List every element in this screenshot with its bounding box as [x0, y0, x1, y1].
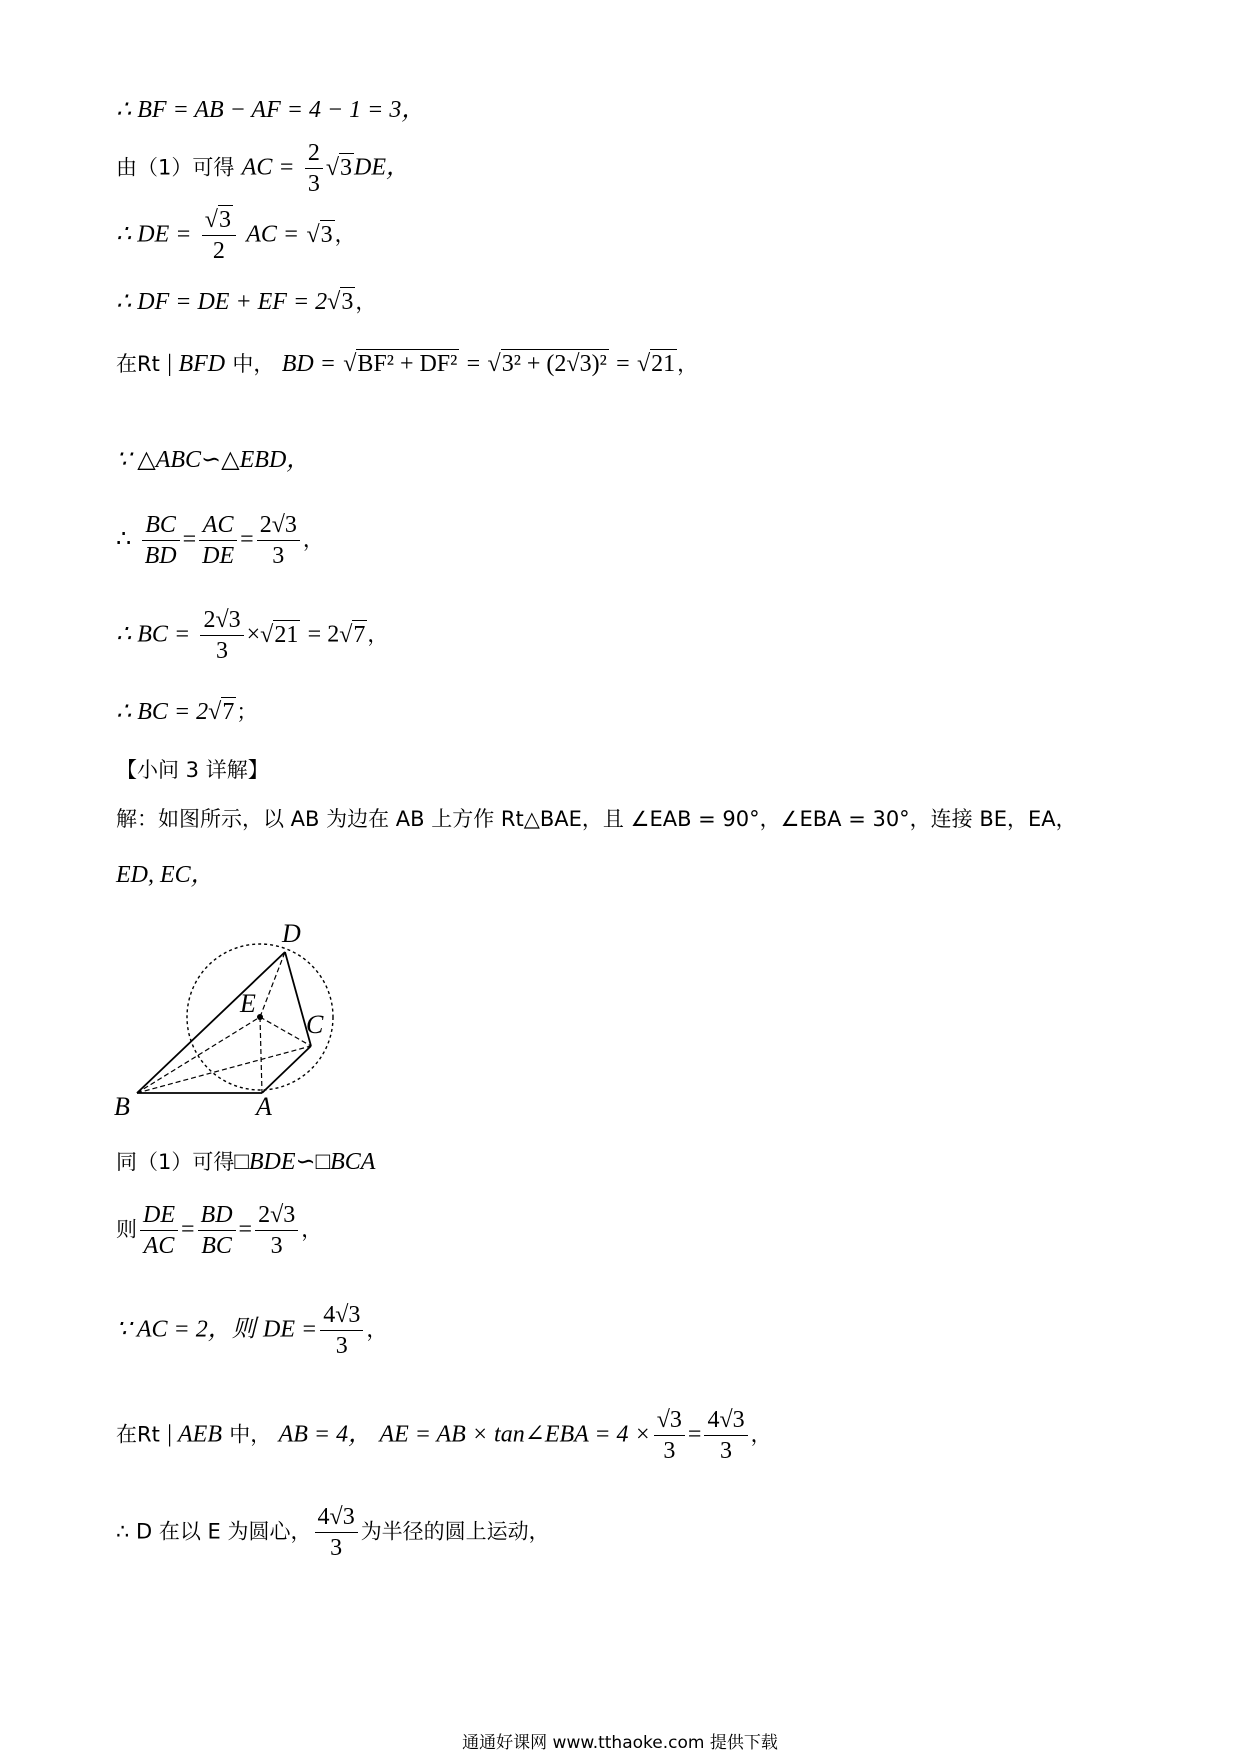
punct: ，: [302, 527, 324, 552]
math: =: [466, 351, 481, 377]
line-solution: [116, 808, 1077, 831]
radicand: 3: [320, 221, 333, 248]
numerator: √3: [654, 1405, 685, 1436]
segment-ea: [260, 1017, 262, 1093]
punct: ；: [236, 700, 258, 724]
denominator: AC: [143, 1233, 175, 1259]
solution-text: 解：如图所示，以 AB 为边在 AB 上方作 Rt△BAE，且 ∠EAB = 90°，∠EBA = 30°，连接 BE，EA，: [116, 807, 1077, 831]
fraction: [200, 605, 243, 666]
label-b: B: [114, 1092, 130, 1121]
radicand: 3: [218, 207, 231, 233]
label-c: C: [306, 1010, 324, 1039]
text: 中，: [232, 352, 275, 376]
footer: 通通好课网 www.tthaoke.com 提供下载: [462, 1733, 778, 1753]
denominator: BC: [201, 1233, 232, 1259]
numerator: DE: [140, 1200, 178, 1231]
denominator: 3: [663, 1438, 676, 1464]
line-bd: [116, 352, 698, 376]
denominator: 3: [307, 171, 320, 197]
sqrt: √7: [339, 621, 366, 648]
sqrt: √21: [636, 351, 676, 377]
denominator: 3: [216, 638, 229, 664]
denominator: 3: [720, 1438, 733, 1464]
sqrt: √3: [306, 221, 333, 248]
denominator: 3: [270, 1233, 283, 1259]
numerator: BD: [198, 1200, 236, 1231]
radicand: BF² + DF²: [357, 351, 458, 377]
numerator: BC: [142, 510, 180, 541]
segment-bd: [137, 952, 285, 1093]
sqrt: √3² + (2√3)²: [487, 351, 607, 377]
fraction: [704, 1405, 747, 1466]
geometry-figure: [100, 915, 360, 1125]
denominator: DE: [202, 543, 235, 569]
math: AB = 4，: [278, 1421, 373, 1448]
line-ac-from-1: [116, 138, 410, 199]
text: 在Rt: [116, 1422, 160, 1447]
sqrt: √7: [208, 699, 235, 725]
equals: =: [687, 1421, 702, 1448]
segment-be: [137, 1017, 260, 1093]
punct: ，: [677, 352, 699, 376]
fraction: [654, 1405, 685, 1466]
punct: ，: [750, 1422, 772, 1447]
denominator: 3: [330, 1535, 343, 1561]
sqrt: √3: [327, 289, 354, 315]
punct: ，: [366, 1317, 388, 1342]
math: BD =: [281, 351, 336, 377]
numerator: 4√3: [320, 1300, 363, 1331]
line-similar: ∵ △ABC∽△EBD，: [116, 447, 311, 473]
numerator: 2√3: [255, 1200, 298, 1231]
radicand: 7: [222, 699, 235, 725]
label-d: D: [282, 919, 301, 948]
segment-ed: [260, 952, 285, 1017]
fraction: [198, 1200, 236, 1261]
text: 中，: [229, 1422, 272, 1447]
denominator: 3: [272, 543, 285, 569]
line-ratio-2: 则 $\frac{DE}{AC}$ = $\frac{BD}{BC}$ = $\frac{2√3}{3}$ ，: [116, 1202, 323, 1259]
numerator: 4√3: [704, 1405, 747, 1436]
fraction: [320, 1300, 363, 1361]
triangle-name: | AEB: [159, 1421, 222, 1448]
numerator: 2√3: [200, 605, 243, 636]
math: □BDE∽□BCA: [234, 1149, 376, 1175]
fraction: [140, 1200, 178, 1261]
radicand: 3² + (2√3)²: [501, 351, 607, 377]
math: ∴ BC =: [116, 621, 191, 648]
triangle-name: | BFD: [159, 351, 226, 377]
sqrt: √21: [260, 621, 299, 648]
text: 同（1）可得: [116, 1150, 235, 1174]
punct: ，: [301, 1217, 323, 1242]
text: 由（1）可得: [116, 155, 235, 180]
fraction: [257, 510, 300, 571]
denominator: BD: [144, 543, 177, 569]
math: = 2: [307, 621, 340, 648]
line-de-2: [116, 1300, 387, 1361]
line-de: [116, 205, 356, 266]
radicand: 7: [353, 621, 366, 648]
numerator: √3: [202, 205, 236, 236]
radicand: 21: [651, 351, 676, 377]
line-bc-calc: [116, 605, 388, 666]
therefore: ∴: [116, 526, 132, 553]
punct: ，: [334, 222, 356, 247]
times: ×: [246, 621, 261, 648]
line-ae: [116, 1405, 772, 1466]
denominator: 3: [335, 1333, 348, 1359]
fraction: [315, 1502, 358, 1563]
line-conclusion: [116, 1502, 550, 1563]
fraction: [142, 510, 180, 571]
segment-bc: [137, 1046, 311, 1093]
fraction: [305, 138, 323, 199]
line-bc-result: [116, 700, 257, 724]
sqrt: √3: [325, 154, 353, 181]
line-connect: ED, EC，: [116, 862, 215, 888]
fraction: [199, 510, 237, 571]
label-e: E: [240, 989, 256, 1018]
punct: ，: [367, 622, 389, 647]
numerator: AC: [199, 510, 237, 541]
math: ∵ AC = 2，则: [116, 1316, 256, 1343]
sqrt: √BF² + DF²: [343, 351, 458, 377]
math: DE，: [354, 154, 411, 181]
line-ratio: ∴ $\frac{BC}{BD}$ = $\frac{AC}{DE}$ = $\frac{2√3}{3}$ ，: [116, 512, 324, 569]
label-a: A: [256, 1092, 272, 1121]
punct: ，: [355, 290, 377, 314]
math: DE =: [263, 1316, 318, 1343]
math: =: [616, 351, 630, 377]
line-df: [116, 290, 376, 314]
radicand: 3: [340, 154, 353, 181]
math: AE = AB × tan∠EBA = 4 ×: [379, 1421, 651, 1448]
numerator: 2: [305, 138, 323, 169]
text: ∴ D 在以 E 为圆心，: [116, 1519, 312, 1544]
math: AC =: [241, 154, 295, 181]
fraction: [255, 1200, 298, 1261]
section-heading: 【小问 3 详解】: [116, 758, 269, 782]
fraction: [202, 205, 236, 266]
math: AC =: [246, 221, 300, 248]
math: ∴ BC = 2: [116, 699, 209, 725]
radicand: 21: [274, 621, 299, 648]
center-point: [257, 1014, 263, 1020]
line-bf: ∴ BF = AB − AF = 4 − 1 = 3，: [116, 97, 426, 123]
text: 为半径的圆上运动，: [360, 1519, 550, 1544]
denominator: 2: [212, 238, 225, 264]
numerator: 2√3: [257, 510, 300, 541]
line-similar-2: [116, 1150, 375, 1174]
math: ∴ DF = DE + EF = 2: [116, 289, 328, 315]
text: 在Rt: [116, 352, 160, 376]
math: ∴ DE =: [116, 221, 192, 248]
radicand: 3: [341, 289, 354, 315]
numerator: 4√3: [315, 1502, 358, 1533]
text: 则: [116, 1217, 137, 1242]
